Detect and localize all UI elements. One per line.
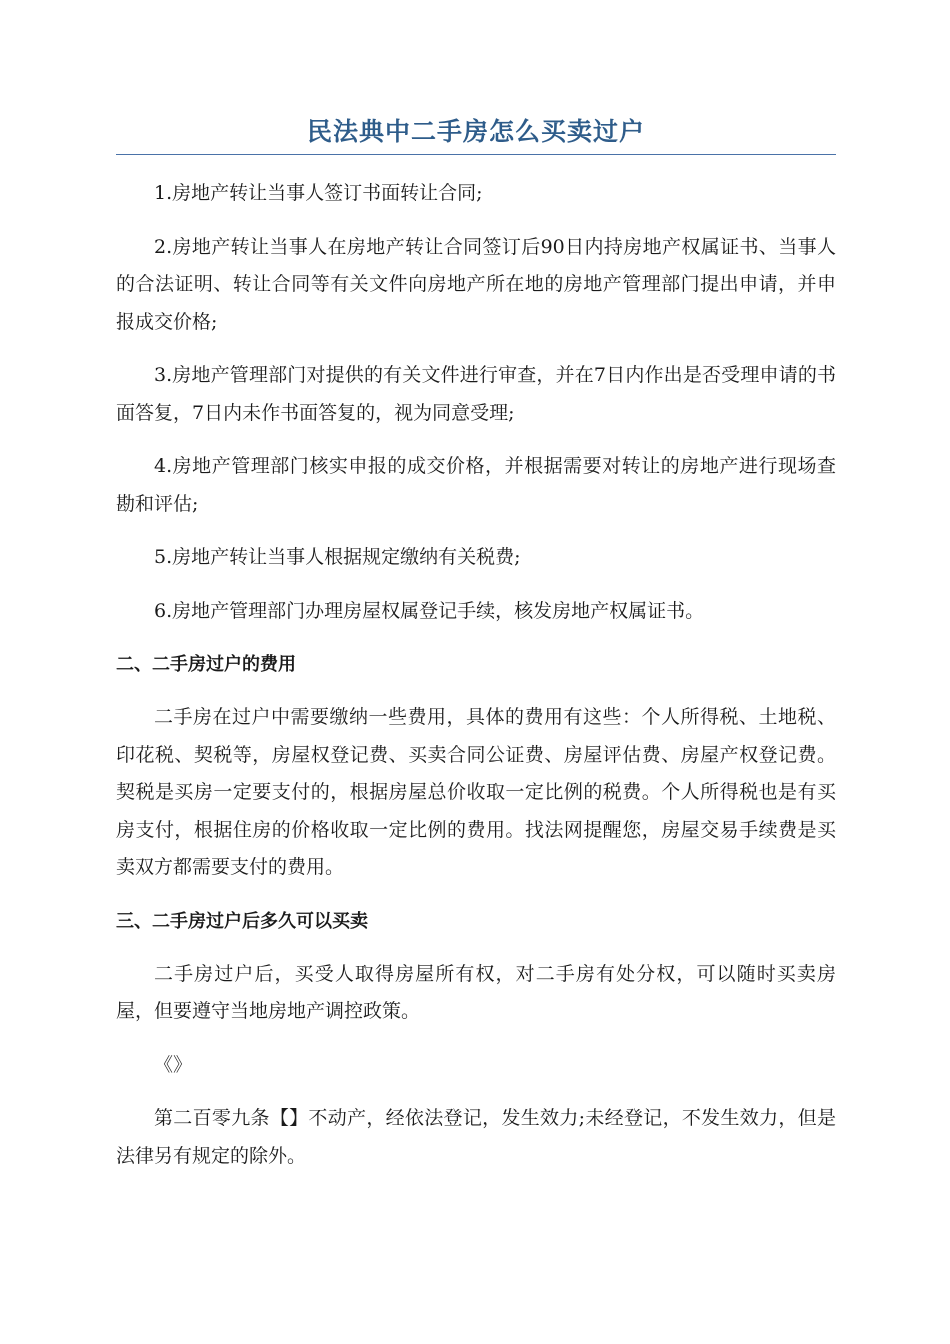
document-page: [116, 112, 836, 1175]
step-2-paragraph: 2.房地产转让当事人在房地产转让合同签订后90日内持房地产权属证书、当事人的合法证明、转让合同等有关文件向房地产所在地的房地产管理部门提出申请，并申报成交价格;: [116, 235, 836, 333]
fees-paragraph: 二手房在过户中需要缴纳一些费用，具体的费用有这些：个人所得税、土地税、印花税、契税等，房屋权登记费、买卖合同公证费、房屋评估费、房屋产权登记费。契税是买房一定要支付的，根据房屋总价收取一定比例的税费。个人所得税也是有买房支付，根据住房的价格收取一定比例的费用。找法网提醒您，房屋交易手续费是买卖双方都需要支付的费用。: [116, 706, 836, 878]
article-209-paragraph: 第二百零九条【】不动产，经依法登记，发生效力;未经登记，不发生效力，但是法律另有规定的除外。: [116, 1107, 836, 1167]
step-4-paragraph: 4.房地产管理部门核实申报的成交价格，并根据需要对转让的房地产进行现场查勘和评估;: [116, 455, 836, 515]
step-3-paragraph: 3.房地产管理部门对提供的有关文件进行审查，并在7日内作出是否受理申请的书面答复，7日内未作书面答复的，视为同意受理;: [116, 364, 836, 424]
step-5-paragraph: 5.房地产转让当事人根据规定缴纳有关税费;: [154, 546, 521, 568]
law-reference-paragraph: 《》: [154, 1053, 193, 1076]
resale-paragraph: 二手房过户后，买受人取得房屋所有权，对二手房有处分权，可以随时买卖房屋，但要遵守当地房地产调控政策。: [116, 962, 836, 1022]
step-6-paragraph: 6.房地产管理部门办理房屋权属登记手续，核发房地产权属证书。: [154, 599, 705, 622]
section-heading-fees: 二、二手房过户的费用: [116, 654, 296, 675]
section-heading-resale: 三、二手房过户后多久可以买卖: [116, 910, 368, 932]
step-1-paragraph: 1.房地产转让当事人签订书面转让合同;: [154, 182, 483, 204]
document-title: 民法典中二手房怎么买卖过户: [116, 112, 836, 155]
